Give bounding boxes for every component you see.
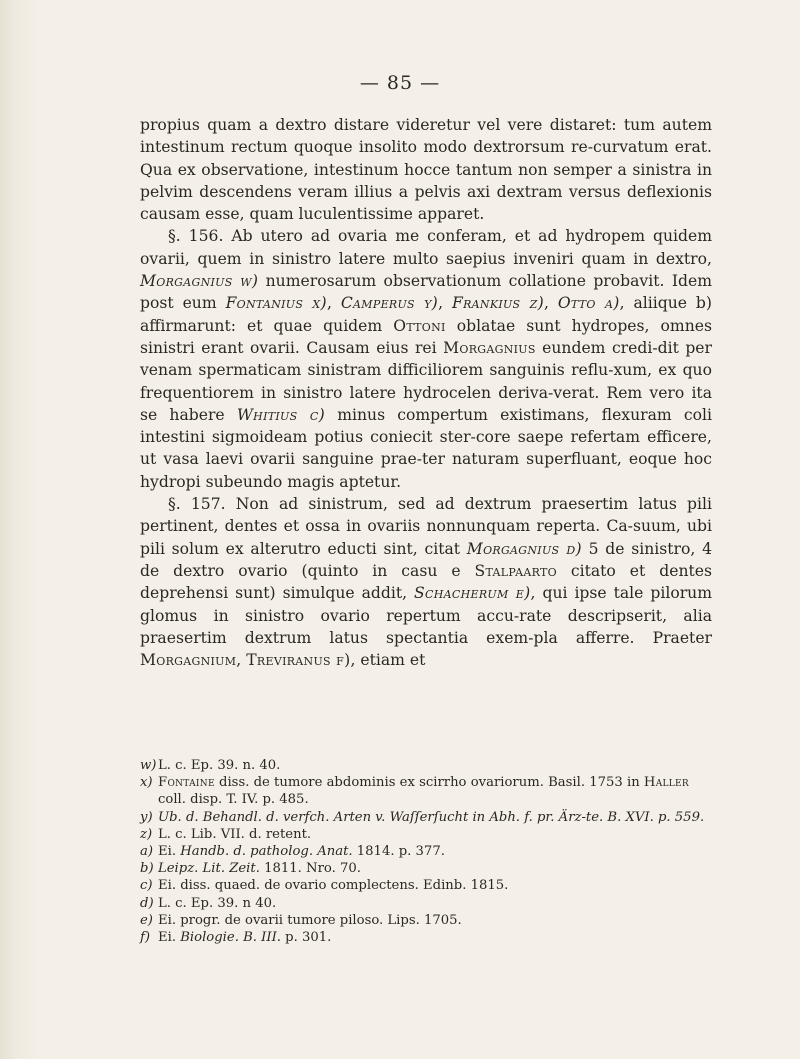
footnote [140,895,720,912]
footnote-text [158,757,720,774]
footnote [140,912,720,929]
footnote [140,877,720,894]
footnote-mark: c) [140,878,153,894]
footnote-text [158,895,720,912]
author-name: Morgagnius d) [466,539,582,558]
footnotes [140,757,720,946]
text-run: , [543,294,558,313]
text-run: eundem credi-dit per venam spermaticam sinistram difficiliorem sanguinis reflu-xum, ex quo frequentiorem in sinistro latere hydrocelen deriva-verat. Rem vero ita se habere [140,338,712,424]
footnote-text [158,809,720,826]
footnote-run: diss. de tumore abdominis ex scirrho ovariorum. Basil. 1753 in [214,775,644,791]
author-name: Treviranus f) [246,651,351,670]
author-name: Morgagnius [443,338,536,357]
footnote-text [158,877,720,894]
author-name: Whitius c) [236,405,326,424]
author-name: Ottoni [393,316,446,335]
footnote-run: Leipz. Lit. Zeit. [158,861,260,877]
footnote-run: coll. disp. T. IV. p. 485. [158,792,309,808]
author-name: Morgagnium [140,651,237,670]
footnote-run: 1811. Nro. 70. [259,861,361,877]
footnote-run: Fontaine [158,775,215,791]
footnote-run: Handb. d. patholog. Anat. [180,844,353,860]
footnote-mark: a) [140,844,154,860]
text-run: §. 157. Non ad sinistrum, sed ad dextrum praesertim latus pili pertinent, dentes et ossa in ovariis nonnunquam reperta. Ca-suum, ubi pili solum ex alterutro educti sint, citat [140,495,712,558]
footnote-run: L. c. Ep. 39. n 40. [158,895,277,911]
footnote [140,929,720,946]
main-text [140,114,712,671]
footnote-mark: w) [140,758,157,773]
footnote-text [158,843,720,860]
author-name: Stalpaarto [474,561,557,580]
footnote-run: Ei. [158,844,181,860]
text-run: , [236,651,247,670]
paragraph-157 [140,493,712,671]
footnote-run: p. 301. [280,930,332,946]
footnote-mark: b) [140,861,154,877]
footnote [140,774,720,808]
footnote-text [158,912,720,929]
footnote-mark: d) [140,895,154,911]
author-name: Morgagnius w) [140,272,259,291]
footnote-run: Biologie. B. III. [180,930,281,946]
footnote-run: Ei. [158,930,181,946]
paragraph-1: propius quam a dextro distare videretur vel vere distaret: tum autem intestinum rectum quoque insolito modo dextrorsum re-curvatum erat. Qua ex observatione, intestinum hocce tantum non semper a sinistra in pelvim descendens veram illius a pelvis axi dextram versus deflexionis causam esse, quam luculentissime apparet. [140,116,712,224]
footnote-run: L. c. Ep. 39. n. 40. [158,758,281,773]
footnote [140,843,720,860]
text-run: numerosarum observationum collatione probavit. Idem post eum [140,272,712,313]
footnote-mark: z) [140,826,153,842]
footnote-run: L. c. Lib. VII. d. retent. [158,826,312,842]
footnote-run: 1814. p. 377. [352,844,445,860]
footnote-text [158,929,720,946]
footnote-run: Ub. d. Behandl. d. verfch. Arten v. Waſſerſucht in Abh. f. pr. Ärz-te. B. XVI. p. 559. [158,809,705,825]
text-run: minus compertum existimans, flexuram coli intestini sigmoideam potius coniecit ster-core saepe refertam efficere, ut vasa laevi ovarii sanguine prae-ter naturam superfluant, eoque hoc hydropi subeundo magis aptetur. [140,405,712,491]
footnote [140,757,720,774]
footnote-text [158,826,720,843]
footnote [140,809,720,826]
text-run: oblatae sunt hydropes, omnes sinistri erant ovarii. Causam eius rei [140,316,712,357]
footnote-run: Ei. progr. de ovarii tumore piloso. Lips. 1705. [158,912,462,928]
author-name: Fontanius x) [225,294,327,313]
author-name: Schacherum e) [414,584,531,603]
text-run: , [438,294,452,313]
footnote-text [158,860,720,877]
footnote-text [158,774,720,808]
text-run: , [326,294,341,313]
footnote [140,826,720,843]
text-run: 5 de sinistro, 4 de dextro ovario (quinto in casu e [140,539,713,580]
page-number: — 85 — [359,72,441,94]
footnote-mark: y) [140,809,153,825]
paragraph-156 [140,225,712,493]
text-run: , etiam et [350,651,426,670]
footnote-mark: f) [140,930,151,946]
footnote-mark: e) [140,912,153,928]
text-run: , aliique b) affirmarunt: et quae quidem [140,294,712,335]
text-run: §. 156. Ab utero ad ovaria me conferam, et ad hydropem quidem ovarii, quem in sinistro latere multo saepius inveniri quam in dextro, [140,227,712,268]
author-name: Frankius z) [451,294,544,313]
author-name: Camperus y) [340,294,439,313]
author-name: Otto a) [557,294,620,313]
text-run: citato et dentes deprehensi sunt) simulque addit, [140,561,712,603]
footnote [140,860,720,877]
footnote-mark: x) [140,775,153,791]
footnote-run: Ei. diss. quaed. de ovario complectens. Edinb. 1815. [158,878,509,894]
footnote-run: Haller [643,775,689,791]
text-run: , qui ipse tale pilorum glomus in sinistro ovario repertum accu-rate descripserit, alia praesertim dextrum latus spectantia exem-pla afferre. Praeter [140,584,712,647]
